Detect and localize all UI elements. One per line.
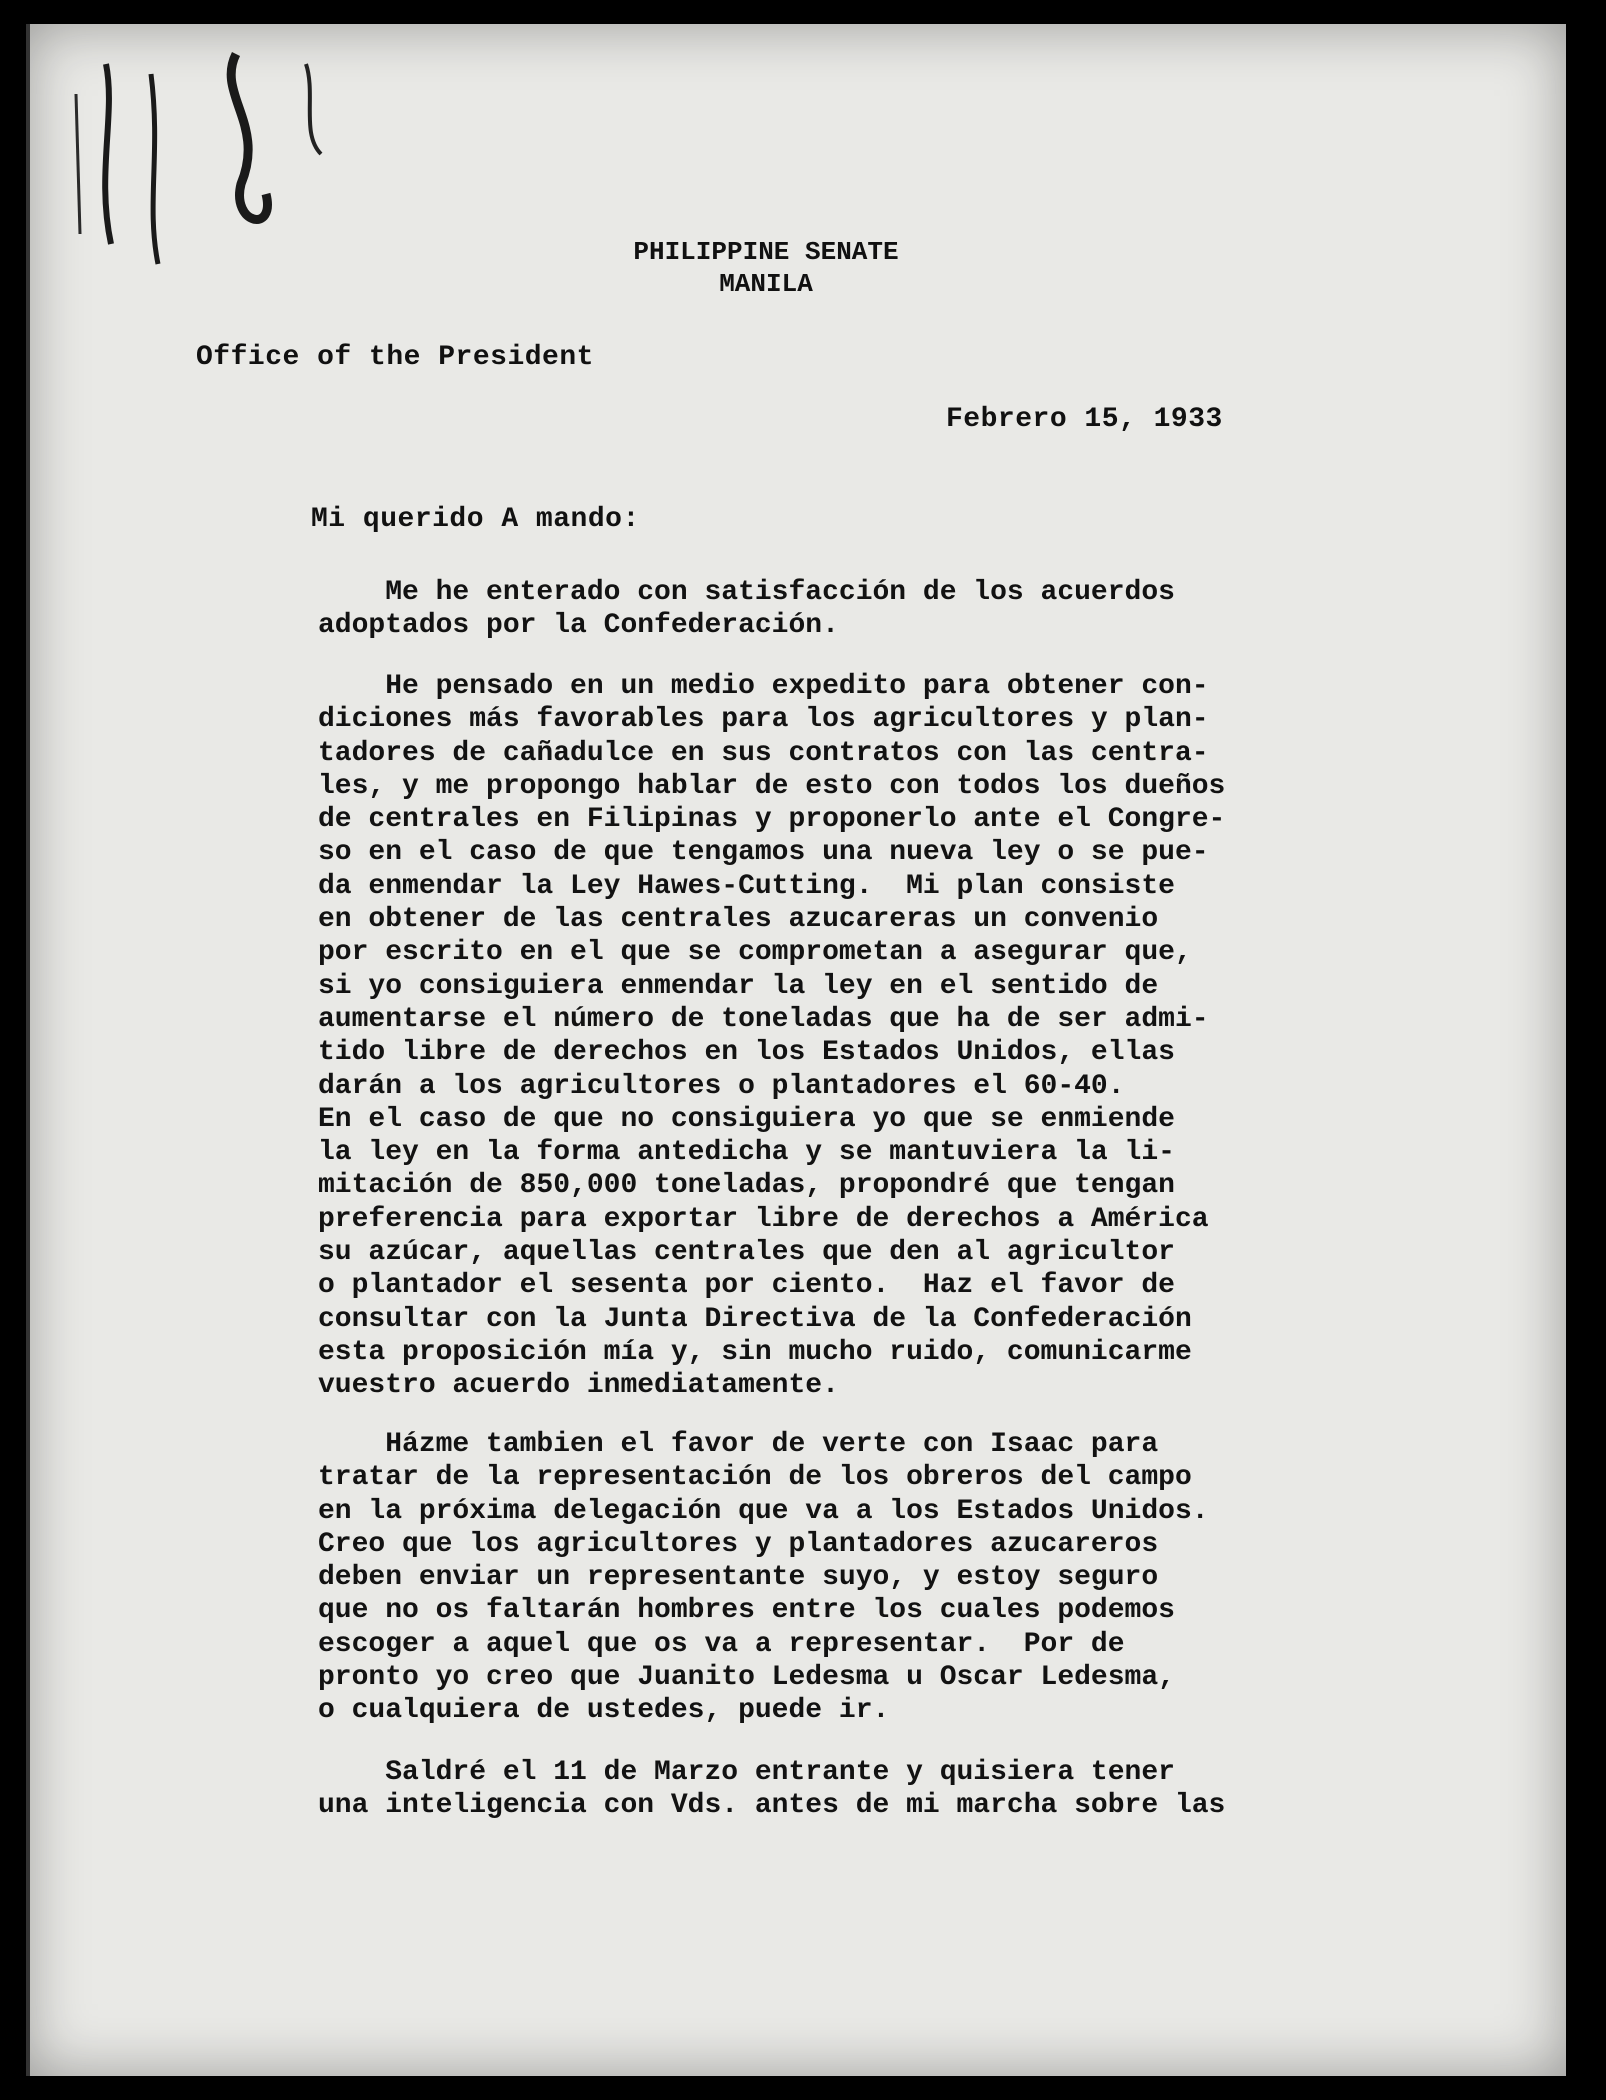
text-line: consultar con la Junta Directiva de la Confederación xyxy=(318,1303,1192,1335)
letterhead-line2: MANILA xyxy=(719,269,813,299)
text-line: darán a los agricultores o plantadores el 60-40. xyxy=(318,1070,1125,1102)
text-line: en obtener de las centrales azucareras un convenio xyxy=(318,904,1159,936)
text-line: o cualquiera de ustedes, puede ir. xyxy=(318,1695,890,1727)
text-line: les, y me propongo hablar de esto con todos los dueños xyxy=(318,770,1226,802)
text-line: deben enviar un representante suyo, y estoy seguro xyxy=(318,1562,1159,1594)
text-line: tido libre de derechos en los Estados Unidos, ellas xyxy=(318,1037,1175,1069)
paragraph-2 xyxy=(318,670,1378,1403)
letter-page xyxy=(26,24,1566,2076)
office-heading: Office of the President xyxy=(196,342,594,373)
text-line: vuestro acuerdo inmediatamente. xyxy=(318,1370,839,1402)
text-line: Creo que los agricultores y plantadores azucareros xyxy=(318,1528,1159,1560)
text-line: Házme tambien el favor de verte con Isaac para xyxy=(318,1429,1159,1460)
text-line: esta proposición mía y, sin mucho ruido, comunicarme xyxy=(318,1336,1192,1368)
text-line: En el caso de que no consiguiera yo que se enmiende xyxy=(318,1103,1175,1135)
text-line: He pensado en un medio expedito para obtener con- xyxy=(318,671,1209,702)
salutation: Mi querido A mando: xyxy=(311,504,640,535)
text-line: mitación de 850,000 toneladas, propondré que tengan xyxy=(318,1170,1175,1202)
text-line: diciones más favorables para los agricultores y plan- xyxy=(318,704,1209,736)
text-line: en la próxima delegación que va a los Estados Unidos. xyxy=(318,1495,1209,1527)
text-line: tratar de la representación de los obreros del campo xyxy=(318,1462,1192,1494)
letter-date: Febrero 15, 1933 xyxy=(946,404,1223,435)
text-line: Saldré el 11 de Marzo entrante y quisiera tener xyxy=(318,1757,1175,1788)
page-edge xyxy=(26,24,30,2076)
text-line: so en el caso de que tengamos una nueva ley o se pue- xyxy=(318,837,1209,869)
text-line: su azúcar, aquellas centrales que den al agricultor xyxy=(318,1237,1175,1269)
text-line: tadores de cañadulce en sus contratos con las centra- xyxy=(318,737,1209,769)
text-line: la ley en la forma antedicha y se mantuviera la li- xyxy=(318,1137,1175,1169)
paragraph-4 xyxy=(318,1756,1378,1823)
paragraph-3 xyxy=(318,1428,1378,1728)
text-line: que no os faltarán hombres entre los cuales podemos xyxy=(318,1595,1175,1627)
text-line: por escrito en el que se comprometan a asegurar que, xyxy=(318,937,1192,969)
text-line: adoptados por la Confederación. xyxy=(318,610,839,642)
text-line: de centrales en Filipinas y proponerlo ante el Congre- xyxy=(318,804,1226,836)
handwritten-mark xyxy=(66,34,386,294)
paragraph-1 xyxy=(318,576,1378,643)
text-line: o plantador el sesenta por ciento. Haz el favor de xyxy=(318,1270,1175,1302)
text-line: da enmendar la Ley Hawes-Cutting. Mi plan consiste xyxy=(318,870,1175,902)
letterhead xyxy=(566,236,966,300)
text-line: Me he enterado con satisfacción de los acuerdos xyxy=(318,577,1175,608)
text-line: una inteligencia con Vds. antes de mi marcha sobre las xyxy=(318,1790,1226,1822)
text-line: si yo consiguiera enmendar la ley en el sentido de xyxy=(318,970,1159,1002)
text-line: preferencia para exportar libre de derechos a América xyxy=(318,1203,1209,1235)
letterhead-line1: PHILIPPINE SENATE xyxy=(633,237,899,267)
text-line: aumentarse el número de toneladas que ha de ser admi- xyxy=(318,1003,1209,1035)
text-line: pronto yo creo que Juanito Ledesma u Oscar Ledesma, xyxy=(318,1662,1175,1694)
text-line: escoger a aquel que os va a representar. Por de xyxy=(318,1628,1125,1660)
